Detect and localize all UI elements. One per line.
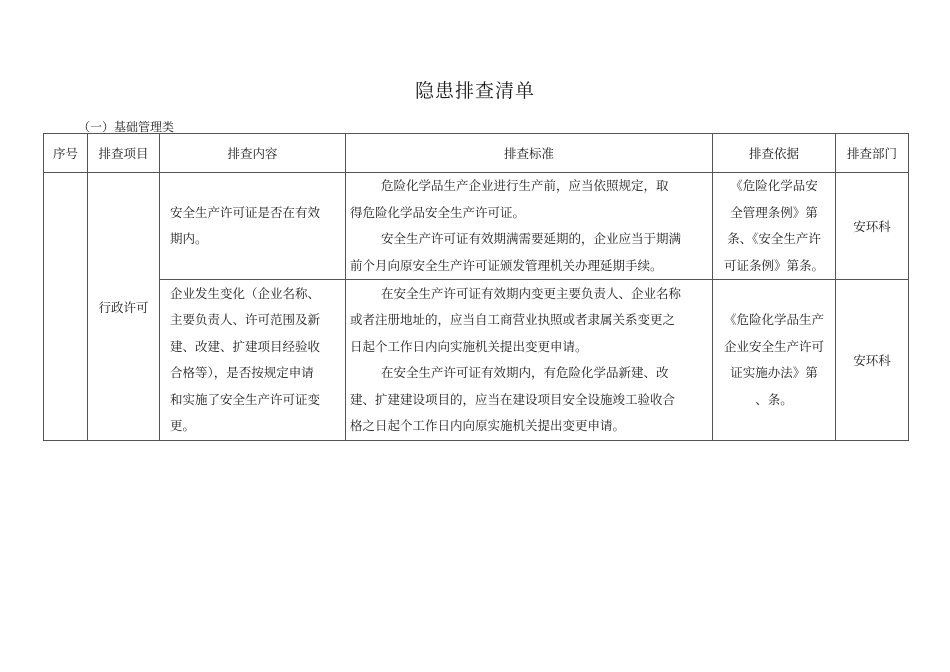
standard-line: 前个月向原安全生产许可证颁发管理机关办理延期手续。 bbox=[350, 257, 663, 273]
standard-line: 安全生产许可证有效期满需要延期的，企业应当于期满 bbox=[381, 231, 682, 246]
basis-line: 证实施办法》第 bbox=[730, 365, 818, 380]
document-title: 隐患排查清单 bbox=[414, 80, 535, 102]
hazard-checklist-table bbox=[43, 133, 909, 441]
content-line: 主要负责人、许可范围及新 bbox=[170, 312, 321, 327]
content-line: 建、改建、扩建项目经验收 bbox=[170, 338, 321, 354]
content-line: 企业发生变化（企业名称、 bbox=[170, 285, 321, 301]
standard-line: 在安全生产许可证有效期内变更主要负责人、企业名称 bbox=[381, 285, 682, 301]
standard-line: 日起个工作日内向实施机关提出变更申请。 bbox=[350, 338, 588, 354]
basis-line: 全管理条例》第 bbox=[730, 204, 818, 220]
dept-cell: 安环科 bbox=[836, 280, 909, 441]
content-line: 合格等），是否按规定申请 bbox=[170, 365, 314, 380]
standard-cell bbox=[346, 280, 713, 441]
basis-line: 企业安全生产许可 bbox=[723, 338, 824, 354]
table-row bbox=[44, 173, 909, 280]
header-standard: 排查标准 bbox=[346, 134, 713, 173]
header-content: 排查内容 bbox=[160, 134, 346, 173]
header-dept: 排查部门 bbox=[836, 134, 909, 173]
item-cell: 行政许可 bbox=[88, 173, 160, 441]
header-basis: 排查依据 bbox=[713, 134, 836, 173]
content-line: 安全生产许可证是否在有效 bbox=[170, 204, 321, 220]
standard-cell bbox=[346, 173, 713, 280]
basis-line: 可证条例》第条。 bbox=[723, 257, 824, 273]
table-header-row bbox=[44, 134, 909, 173]
header-seq: 序号 bbox=[44, 134, 88, 173]
basis-line: 《危险化学品安 bbox=[730, 178, 818, 193]
basis-line: 《危险化学品生产 bbox=[723, 312, 824, 327]
section-label: （一）基础管理类 bbox=[78, 120, 175, 134]
basis-line: 、条。 bbox=[755, 391, 793, 407]
standard-line: 危险化学品生产企业进行生产前，应当依照规定，取 bbox=[381, 178, 669, 193]
standard-line: 格之日起个工作日内向原实施机关提出变更申请。 bbox=[350, 418, 626, 433]
table-row bbox=[44, 280, 909, 441]
basis-cell bbox=[713, 280, 836, 441]
standard-line: 或者注册地址的，应当自工商营业执照或者隶属关系变更之 bbox=[350, 312, 676, 327]
basis-line: 条、《安全生产许 bbox=[727, 231, 821, 246]
basis-cell bbox=[713, 173, 836, 280]
content-cell bbox=[160, 173, 346, 280]
content-line: 更。 bbox=[170, 418, 196, 433]
header-item: 排查项目 bbox=[88, 134, 160, 173]
standard-line: 得危险化学品安全生产许可证。 bbox=[350, 204, 526, 220]
content-line: 期内。 bbox=[170, 231, 208, 246]
content-line: 和实施了安全生产许可证变 bbox=[170, 391, 321, 407]
standard-line: 建、扩建建设项目的，应当在建设项目安全设施竣工验收合 bbox=[350, 391, 676, 407]
content-cell bbox=[160, 280, 346, 441]
dept-cell: 安环科 bbox=[836, 173, 909, 280]
seq-cell bbox=[44, 173, 88, 441]
standard-line: 在安全生产许可证有效期内，有危险化学品新建、改 bbox=[381, 365, 669, 380]
